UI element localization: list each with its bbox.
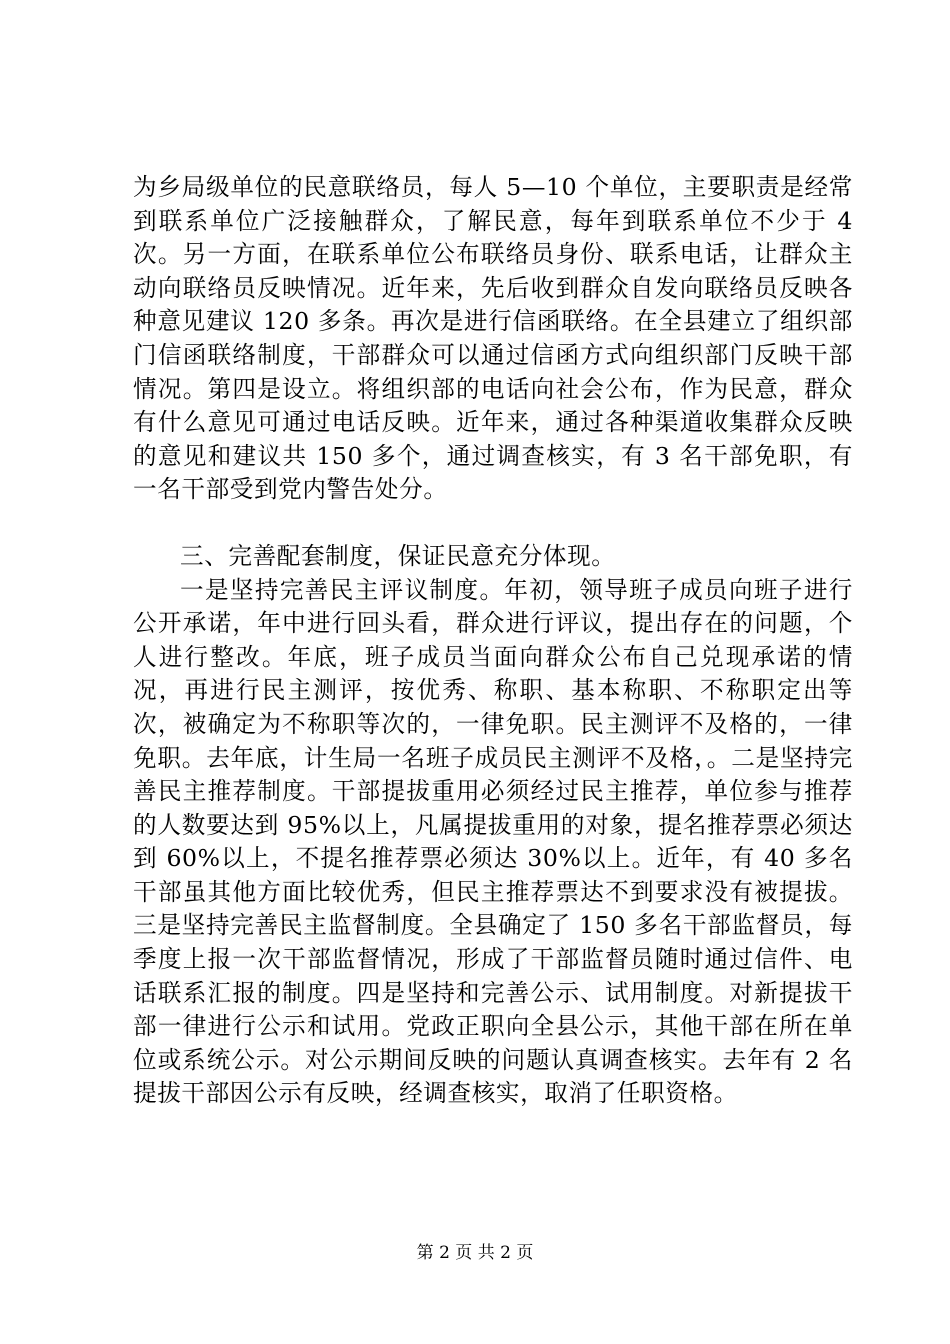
paragraph-systems: 一是坚持完善民主评议制度。年初，领导班子成员向班子进行公开承诺，年中进行回头看，群众进行评议，提出存在的问题，个人进行整改。年底，班子成员当面向群众公布自己兑现承诺的情况，再进行民主测评，按优秀、称职、基本称职、不称职定出等次，被确定为不称职等次的，一律免职。民主测评不及格的，一律免职。去年底，计生局一名班子成员民主测评不及格，。二是坚持完善民主推荐制度。干部提拔重用必须经过民主推荐，单位参与推荐的人数要达到 95%以上，凡属提拔重用的对象，提名推荐票必须达到 60%以上，不提名推荐票必须达 30%以上。近年，有 40 多名干部虽其他方面比较优秀，但民主推荐票达不到要求没有被提拔。三是坚持完善民主监督制度。全县确定了 150 多名干部监督员，每季度上报一次干部监督情况，形成了干部监督员随时通过信件、电话联系汇报的制度。四是坚持和完善公示、试用制度。对新提拔干部一律进行公示和试用。党政正职向全县公示，其他干部在所在单位或系统公示。对公示期间反映的问题认真调查核实。去年有 2 名提拔干部因公示有反映，经调查核实，取消了任职资格。 [133,575,853,1108]
page-number-footer: 第 2 页 共 2 页 [416,1243,534,1263]
section-heading: 三、完善配套制度，保证民意充分体现。 [180,541,616,570]
document-body [133,171,853,1111]
paragraph-liaison: 为乡局级单位的民意联络员，每人 5—10 个单位，主要职责是经常到联系单位广泛接触群众，了解民意，每年到联系单位不少于 4 次。另一方面，在联系单位公布联络员身份、联系电话，让群众主动向联络员反映情况。近年来，先后收到群众自发向联络员反映各种意见建议 120 多条。再次是进行信函联络。在全县建立了组织部门信函联络制度，干部群众可以通过信函方式向组织部门反映干部情况。第四是设立。将组织部的电话向社会公布，作为民意，群众有什么意见可通过电话反映。近年来，通过各种渠道收集群众反映的意见和建议共 150 多个，通过调查核实，有 3 名干部免职，有一名干部受到党内警告处分。 [133,173,853,504]
